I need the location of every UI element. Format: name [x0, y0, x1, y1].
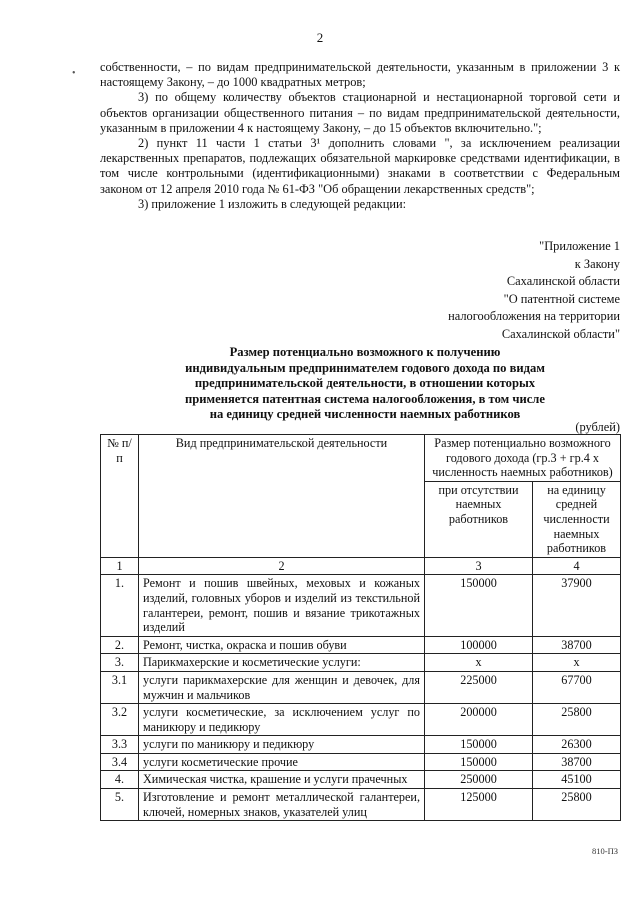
activity-name: Парикмахерские и косметические услуги:: [139, 654, 425, 672]
column-number: 4: [533, 557, 621, 575]
activity-name: Изготовление и ремонт металлической галантереи, ключей, номерных знаков, указателей улиц: [139, 789, 425, 821]
income-without-employees: х: [425, 654, 533, 672]
paragraph: 3) приложение 1 изложить в следующей редакции:: [138, 196, 407, 211]
income-per-employee: 26300: [533, 736, 621, 754]
paragraph: 3) по общему количеству объектов стационарной и нестационарной торговой сети и объектов организации общественного питания – по видам предпринимательской деятельности, указанным в приложении 4 к настоящему Закону, – до 15 объектов включительно.";: [100, 90, 620, 135]
header-without-employees: при отсутствии наемных работников: [425, 481, 533, 557]
title-line: на единицу средней численности наемных работников: [209, 407, 521, 421]
scan-speck: •: [72, 68, 76, 79]
row-number: 5.: [101, 789, 139, 821]
table-row: [101, 771, 621, 789]
income-per-employee: 67700: [533, 671, 621, 703]
income-without-employees: 150000: [425, 575, 533, 636]
table-row: [101, 654, 621, 672]
income-without-employees: 250000: [425, 771, 533, 789]
column-number: 2: [139, 557, 425, 575]
income-table: [100, 434, 621, 821]
row-number: 3.2: [101, 704, 139, 736]
table-title: [150, 345, 580, 423]
page-number: 2: [316, 30, 324, 45]
row-number: 3.1: [101, 671, 139, 703]
column-number: 1: [101, 557, 139, 575]
income-per-employee: 25800: [533, 704, 621, 736]
income-per-employee: 38700: [533, 636, 621, 654]
title-line: предпринимательской деятельности, в отношении которых: [194, 376, 536, 390]
title-line: индивидуальным предпринимателем годового дохода по видам: [185, 360, 545, 375]
income-without-employees: 100000: [425, 636, 533, 654]
header-activity: Вид предпринимательской деятельности: [139, 435, 425, 558]
appendix-heading: [320, 238, 620, 343]
title-line: Размер потенциально возможного к получению: [229, 345, 501, 359]
income-without-employees: 225000: [425, 671, 533, 703]
appendix-line: налогообложения на территории: [448, 309, 620, 323]
appendix-line: к Закону: [574, 256, 620, 271]
income-per-employee: х: [533, 654, 621, 672]
row-number: 3.: [101, 654, 139, 672]
header-per-employee: на единицу средней численности наемных работников: [533, 481, 621, 557]
table-row: [101, 789, 621, 821]
income-without-employees: 150000: [425, 753, 533, 771]
column-number: 3: [425, 557, 533, 575]
row-number: 3.3: [101, 736, 139, 754]
table-row: [101, 753, 621, 771]
header-size: Размер потенциально возможного годового дохода (гр.3 + гр.4 х численность наемных работников): [425, 435, 621, 482]
income-per-employee: 45100: [533, 771, 621, 789]
income-without-employees: 200000: [425, 704, 533, 736]
body-text: [100, 60, 620, 212]
header-num: № п/п: [101, 435, 139, 558]
document-code: 810-ПЗ: [592, 846, 618, 856]
income-without-employees: 125000: [425, 789, 533, 821]
appendix-line: "О патентной системе: [503, 291, 620, 306]
income-per-employee: 38700: [533, 753, 621, 771]
paragraph: 2) пункт 11 части 1 статьи 3¹ дополнить словами ", за исключением реализации лекарственных препаратов, подлежащих обязательной маркировке средствами идентификации, в том числе контрольными (идентификационными) знаками в соответствии с Федеральным законом от 12 апреля 2010 года № 61-ФЗ "Об обращении лекарственных средств";: [100, 136, 620, 196]
activity-name: Химическая чистка, крашение и услуги прачечных: [139, 771, 425, 789]
income-per-employee: 37900: [533, 575, 621, 636]
activity-name: услуги парикмахерские для женщин и девочек, для мужчин и мальчиков: [139, 671, 425, 703]
row-number: 1.: [101, 575, 139, 636]
activity-name: услуги косметические, за исключением услуг по маникюру и педикюру: [139, 704, 425, 736]
activity-name: Ремонт и пошив швейных, меховых и кожаных изделий, головных уборов и изделий из текстильной галантереи, ремонт, пошив и вязание трикотажных изделий: [139, 575, 425, 636]
income-without-employees: 150000: [425, 736, 533, 754]
paragraph: собственности, – по видам предпринимательской деятельности, указанным в приложении 3 к настоящему Закону, – до 1000 квадратных метров;: [100, 60, 620, 90]
row-number: 4.: [101, 771, 139, 789]
title-line: применяется патентная система налогообложения, в том числе: [185, 391, 545, 406]
activity-name: Ремонт, чистка, окраска и пошив обуви: [139, 636, 425, 654]
appendix-line: Сахалинской области": [501, 326, 620, 341]
activity-name: услуги косметические прочие: [139, 753, 425, 771]
table-row: [101, 575, 621, 636]
table-row: [101, 671, 621, 703]
appendix-line: Сахалинской области: [506, 274, 620, 288]
table-row: [101, 636, 621, 654]
row-number: 2.: [101, 636, 139, 654]
table-row: [101, 704, 621, 736]
appendix-line: "Приложение 1: [539, 239, 620, 253]
table-row: [101, 736, 621, 754]
row-number: 3.4: [101, 753, 139, 771]
activity-name: услуги по маникюру и педикюру: [139, 736, 425, 754]
income-per-employee: 25800: [533, 789, 621, 821]
units-label: (рублей): [575, 420, 620, 434]
